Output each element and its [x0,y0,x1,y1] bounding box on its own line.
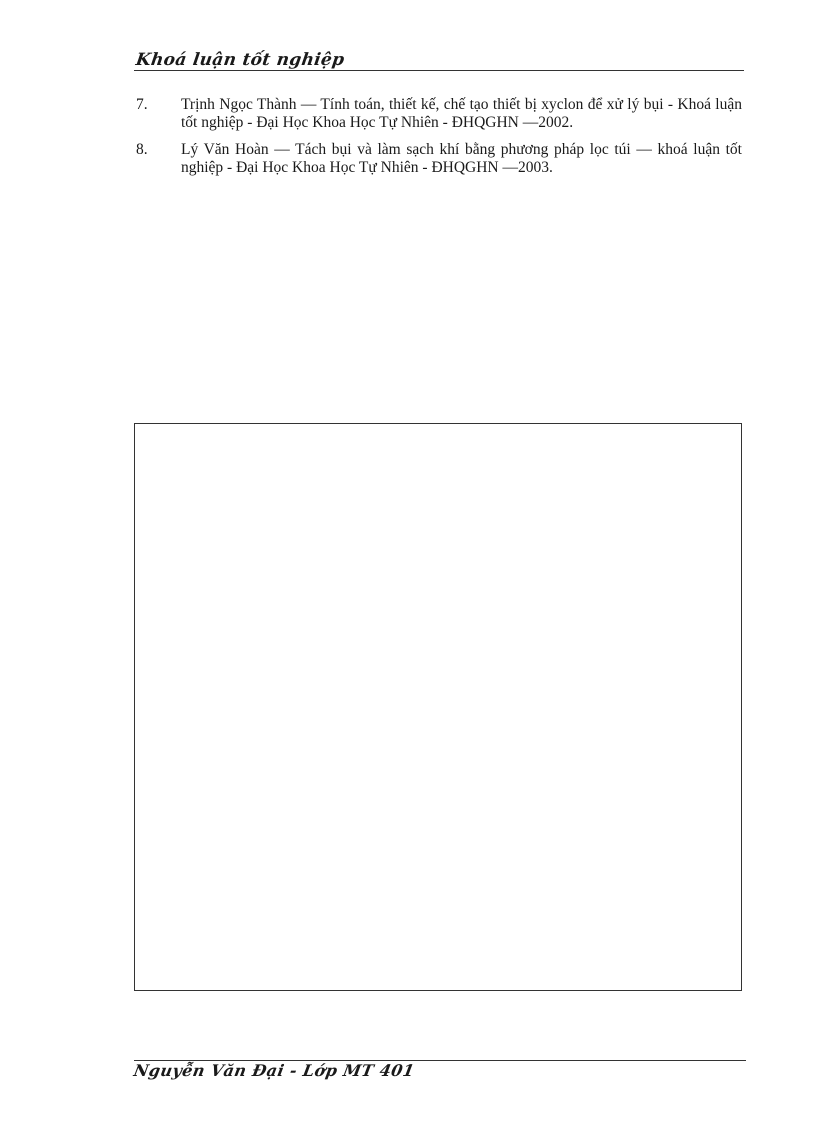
reference-number: 7. [136,96,148,113]
page-header [134,48,744,71]
reference-item-7 [134,96,742,132]
reference-list [134,96,742,186]
reference-number: 8. [136,141,148,158]
reference-item-8 [134,141,742,177]
reference-text: Lý Văn Hoàn — Tách bụi và làm sạch khí bằng phương pháp lọc túi — khoá luận tốt nghiệp - Đại Học Khoa Học Tự Nhiên - ĐHQGHN —2003. [181,141,742,176]
header-title: Khoá luận tốt nghiệp [134,50,346,70]
page-footer [132,1060,746,1080]
reference-text: Trịnh Ngọc Thành — Tính toán, thiết kế, chế tạo thiết bị xyclon để xử lý bụi - Khoá luận tốt nghiệp - Đại Học Khoa Học Tự Nhiên - ĐHQGHN —2002. [181,96,742,131]
empty-figure-frame [134,423,742,991]
footer-author: Nguyễn Văn Đại - Lớp MT 401 [132,1061,417,1080]
